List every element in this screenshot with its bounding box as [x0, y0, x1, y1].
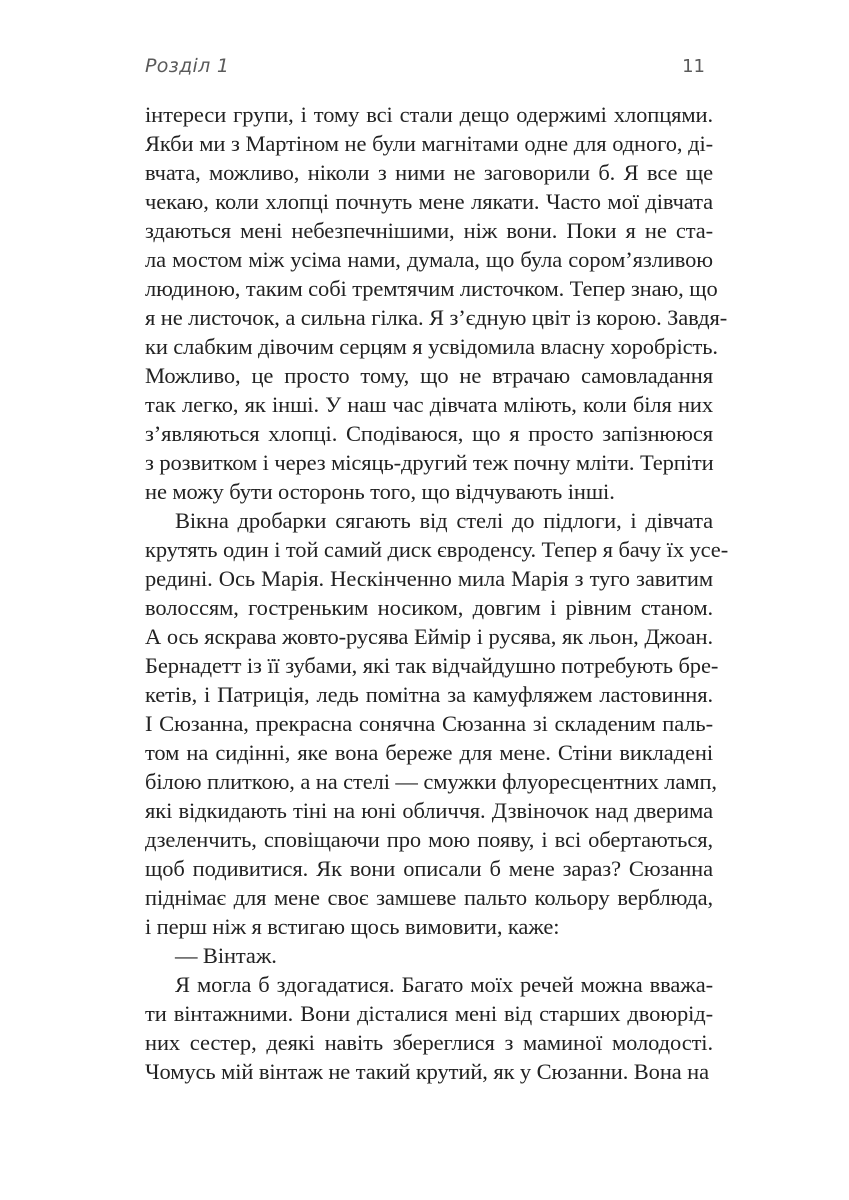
- text-line: з’являються хлопці. Сподіваюся, що я просто запізнююся: [145, 421, 713, 446]
- text-line: дзеленчить, сповіщаючи про мою появу, і всі обертаються,: [145, 827, 713, 852]
- text-line: щоб подивитися. Як вони описали б мене зараз? Сюзанна: [145, 856, 713, 881]
- text-line: ти вінтажними. Вони дісталися мені від старших двоюрід-: [145, 1001, 713, 1026]
- text-line: білою плиткою, а на стелі — смужки флуоресцентних ламп,: [145, 769, 717, 794]
- text-line: і перш ніж я встигаю щось вимовити, каже:: [145, 914, 560, 939]
- paragraph: [145, 506, 729, 941]
- paragraph: [145, 970, 713, 1086]
- text-line: Вікна дробарки сягають від стелі до підлоги, і дівчата: [175, 508, 713, 533]
- text-line: них сестер, деякі навіть збереглися з маминої молодості.: [145, 1030, 713, 1055]
- text-line: здаються мені небезпечнішими, ніж вони. Поки я не ста-: [145, 218, 713, 243]
- text-line: Я могла б здогадатися. Багато моїх речей можна вважа-: [175, 972, 713, 997]
- text-line: з розвитком і через місяць-другий теж почну мліти. Терпіти: [145, 450, 714, 475]
- running-header: [145, 55, 713, 77]
- text-line: Чомусь мій вінтаж не такий крутий, як у Сюзанни. Вона на: [145, 1059, 710, 1084]
- text-line: чекаю, коли хлопці почнуть мене лякати. Часто мої дівчата: [145, 189, 713, 214]
- paragraph: [145, 941, 713, 970]
- text-line: — Вінтаж.: [175, 943, 277, 968]
- text-line: ки слабким дівочим серцям я усвідомила власну хоробрість.: [145, 334, 718, 359]
- text-line: том на сидінні, яке вона береже для мене. Стіни викладені: [145, 740, 713, 765]
- text-line: А ось яскрава жовто-русява Еймір і русява, як льон, Джоан.: [145, 624, 713, 649]
- text-line: які відкидають тіні на юні обличчя. Дзвіночок над дверима: [145, 798, 713, 823]
- text-line: не можу бути осторонь того, що відчувають інші.: [145, 479, 615, 504]
- text-line: редині. Ось Марія. Нескінченно мила Марія з туго завитим: [145, 566, 713, 591]
- text-line: Бернадетт із її зубами, які так відчайдушно потребують бре-: [145, 653, 719, 678]
- text-line: вчата, можливо, ніколи з ними не заговорили б. Я все ще: [145, 160, 713, 185]
- body-text: [145, 100, 729, 1086]
- text-line: Якби ми з Мартіном не були магнітами одне для одного, ді-: [145, 131, 713, 156]
- text-line: піднімає для мене своє замшеве пальто кольору верблюда,: [145, 885, 713, 910]
- text-line: так легко, як інші. У наш час дівчата мліють, коли біля них: [145, 392, 713, 417]
- text-line: я не листочок, а сильна гілка. Я з’єдную цвіт із корою. Завдя-: [145, 305, 728, 330]
- text-line: інтереси групи, і тому всі стали дещо одержимі хлопцями.: [145, 102, 713, 127]
- text-line: ла мостом між усіма нами, думала, що була сором’язливою: [145, 247, 713, 272]
- text-line: крутять один і той самий диск євроденсу. Тепер я бачу їх усе-: [145, 537, 729, 562]
- page-number: 11: [682, 56, 705, 77]
- text-line: людиною, таким собі тремтячим листочком. Тепер знаю, що: [145, 276, 718, 301]
- chapter-header-label: Розділ 1: [145, 55, 230, 77]
- text-line: І Сюзанна, прекрасна сонячна Сюзанна зі складеним паль-: [145, 711, 713, 736]
- text-line: волоссям, гостреньким носиком, довгим і рівним станом.: [145, 595, 713, 620]
- paragraph: [145, 100, 728, 506]
- text-line: кетів, і Патриція, ледь помітна за камуфляжем ластовиння.: [145, 682, 713, 707]
- text-line: Можливо, це просто тому, що не втрачаю самовладання: [145, 363, 713, 388]
